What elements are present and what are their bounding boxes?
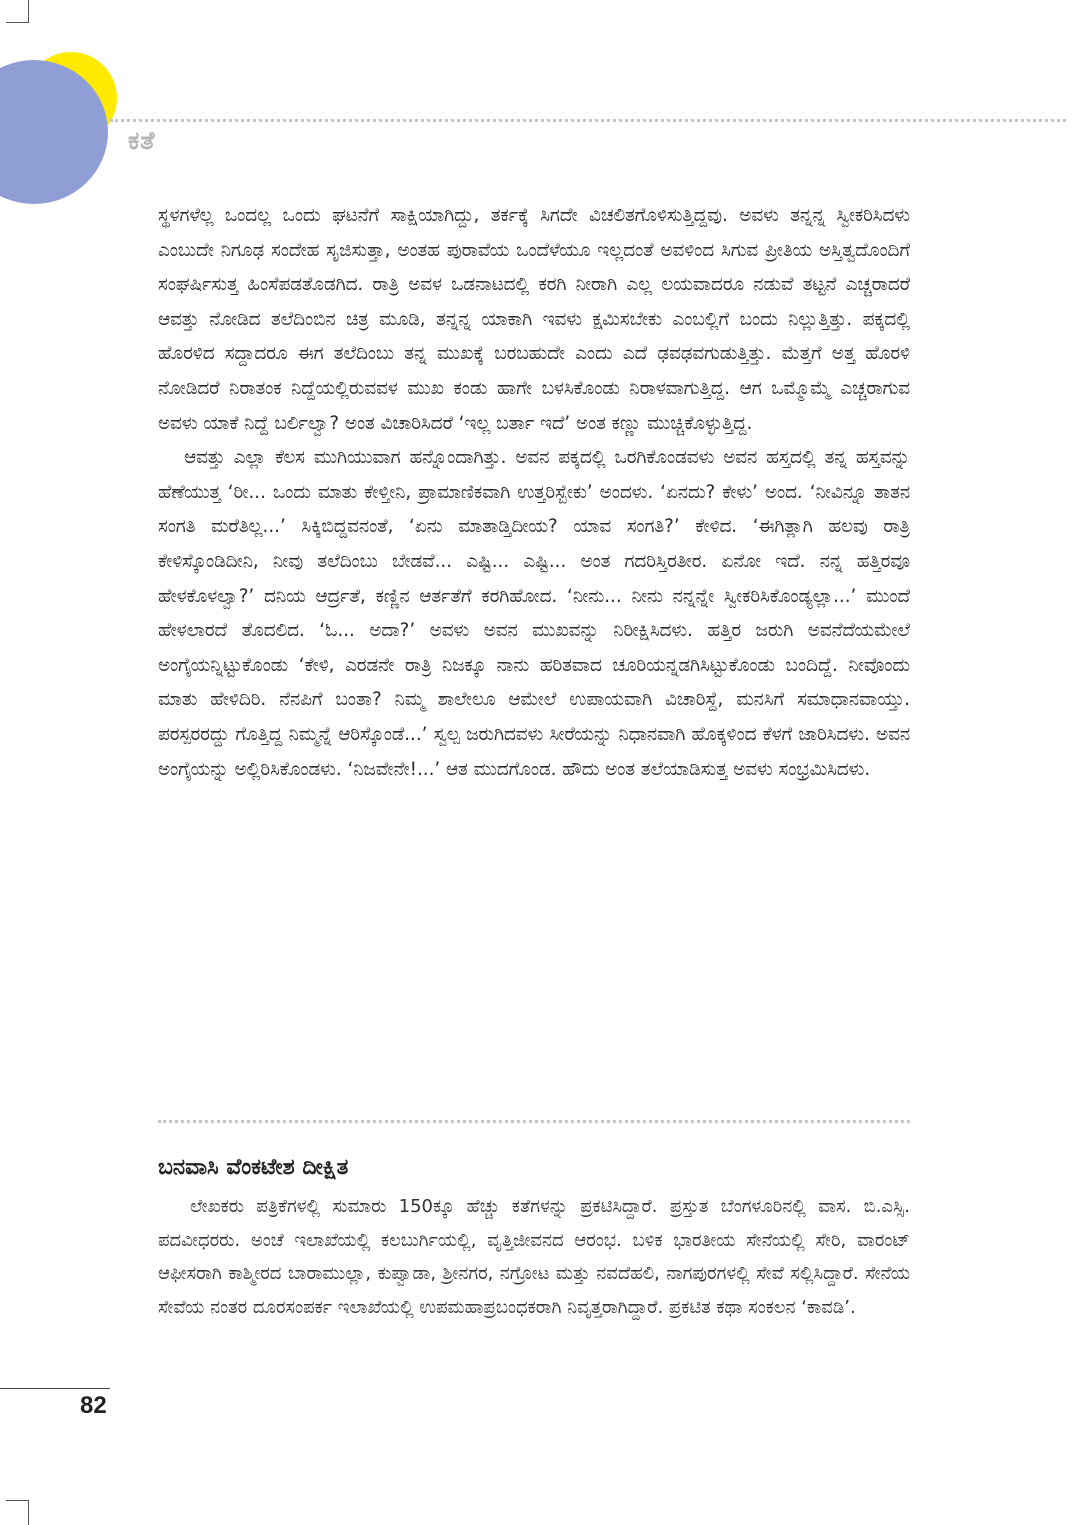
- crop-mark-top-vertical: [28, 0, 29, 22]
- crop-mark-bottom-vertical: [28, 1500, 29, 1525]
- story-paragraph: ಸ್ಥಳಗಳೆಲ್ಲ ಒಂದಲ್ಲ ಒಂದು ಘಟನೆಗೆ ಸಾಕ್ಷಿಯಾಗಿದ್ದು, ತರ್ಕಕ್ಕೆ ಸಿಗದೇ ವಿಚಲಿತಗೊಳಿಸುತ್ತಿದ್ದವು. ಅವಳು ತನ್ನನ್ನ ಸ್ವೀಕರಿಸಿದಳು ಎಂಬುದೇ ನಿಗೂಢ ಸಂದೇಹ ಸೃಜಿಸುತ್ತಾ, ಅಂತಹ ಪುರಾವೆಯ ಒಂದೆಳೆಯೂ ಇಲ್ಲದಂತೆ ಅವಳಿಂದ ಸಿಗುವ ಪ್ರೀತಿಯ ಅಸ್ತಿತ್ವದೊಂದಿಗೆ ಸಂಘರ್ಷಿಸುತ್ತ ಹಿಂಸೆಪಡತೊಡಗಿದ. ರಾತ್ರಿ ಅವಳ ಒಡನಾಟದಲ್ಲಿ ಕರಗಿ ನೀರಾಗಿ ಎಲ್ಲ ಲಯವಾದರೂ ನಡುವೆ ತಟ್ಟನೆ ಎಚ್ಚರಾದರೆ ಆವತ್ತು ನೋಡಿದ ತಲೆದಿಂಬಿನ ಚಿತ್ರ ಮೂಡಿ, ತನ್ನನ್ನ ಯಾಕಾಗಿ ಇವಳು ಕ್ಷಮಿಸಬೇಕು ಎಂಬಲ್ಲಿಗೆ ಬಂದು ನಿಲ್ಲುತ್ತಿತ್ತು. ಪಕ್ಕದಲ್ಲಿ ಹೊರಳಿದ ಸದ್ದಾದರೂ ಈಗ ತಲೆದಿಂಬು ತನ್ನ ಮುಖಕ್ಕೆ ಬರಬಹುದೇ ಎಂದು ಎದೆ ಢವಢವಗುಡುತ್ತಿತ್ತು. ಮೆತ್ತಗೆ ಅತ್ತ ಹೊರಳಿ ನೋಡಿದರೆ ನಿರಾತಂಕ ನಿದ್ದೆಯಲ್ಲಿರುವವಳ ಮುಖ ಕಂಡು ಹಾಗೇ ಬಳಸಿಕೊಂಡು ನಿರಾಳವಾಗುತ್ತಿದ್ದ. ಆಗ ಒಮ್ಮೊಮ್ಮೆ ಎಚ್ಚರಾಗುವ ಅವಳು ಯಾಕೆ ನಿದ್ದೆ ಬರ್ಲಿಲ್ವಾ? ಅಂತ ವಿಚಾರಿಸಿದರೆ ‘ಇಲ್ಲ ಬರ್ತಾ ಇದೆ’ ಅಂತ ಕಣ್ಣು ಮುಚ್ಚಿಕೊಳ್ಳುತ್ತಿದ್ದ.: [158, 205, 910, 434]
- story-body: [158, 199, 910, 787]
- page-number: 82: [80, 1392, 107, 1419]
- story-paragraph: ಆವತ್ತು ಎಲ್ಲಾ ಕೆಲಸ ಮುಗಿಯುವಾಗ ಹನ್ನೊಂದಾಗಿತ್ತು. ಅವನ ಪಕ್ಕದಲ್ಲಿ ಒರಗಿಕೊಂಡವಳು ಅವನ ಹಸ್ತದಲ್ಲಿ ತನ್ನ ಹಸ್ತವನ್ನು ಹೆಣೆಯುತ್ತ ‘ರೀ... ಒಂದು ಮಾತು ಕೇಳ್ತೀನಿ, ಪ್ರಾಮಾಣಿಕವಾಗಿ ಉತ್ತರಿಸ್ಬೇಕು’ ಅಂದಳು. ‘ಏನದು? ಕೇಳು’ ಅಂದ. ‘ನೀವಿನ್ನೂ ತಾತನ ಸಂಗತಿ ಮರೆತಿಲ್ಲ...’ ಸಿಕ್ಕಿಬಿದ್ದವನಂತೆ, ‘ಏನು ಮಾತಾಡ್ತಿದೀಯ? ಯಾವ ಸಂಗತಿ?’ ಕೇಳಿದ. ‘ಈಗಿತ್ಲಾಗಿ ಹಲವು ರಾತ್ರಿ ಕೇಳಿಸ್ಕೊಂಡಿದೀನಿ, ನೀವು ತಲೆದಿಂಬು ಬೇಡವೆ... ಎಷ್ಟಿ... ಎಷ್ಟಿ... ಅಂತ ಗದರಿಸ್ತಿರತೀರ. ಏನೋ ಇದೆ. ನನ್ನ ಹತ್ತಿರವೂ ಹೇಳಕೊಳಲ್ವಾ?’ ದನಿಯ ಆರ್ದ್ರತೆ, ಕಣ್ಣಿನ ಆರ್ತತೆಗೆ ಕರಗಿಹೋದ. ‘ನೀನು... ನೀನು ನನ್ನನ್ನೇ ಸ್ವೀಕರಿಸಿಕೊಂಡ್ಯಲ್ಲಾ...’ ಮುಂದೆ ಹೇಳಲಾರದೆ ತೊದಲಿದ. ‘ಓ... ಅದಾ?’ ಅವಳು ಅವನ ಮುಖವನ್ನು ನಿರೀಕ್ಷಿಸಿದಳು. ಹತ್ತಿರ ಜರುಗಿ ಅವನೆದೆಯಮೇಲೆ ಅಂಗೈಯನ್ನಿಟ್ಟುಕೊಂಡು ‘ಕೇಳಿ, ಎರಡನೇ ರಾತ್ರಿ ನಿಜಕ್ಕೂ ನಾನು ಹರಿತವಾದ ಚೂರಿಯನ್ನಡಗಿಸಿಟ್ಟುಕೊಂಡು ಬಂದಿದ್ದೆ. ನೀವೊಂದು ಮಾತು ಹೇಳಿದಿರಿ. ನೆನಪಿಗೆ ಬಂತಾ? ನಿಮ್ಮ ಶಾಲೇಲೂ ಆಮೇಲೆ ಉಪಾಯವಾಗಿ ವಿಚಾರಿಸ್ದೆ, ಮನಸಿಗೆ ಸಮಾಧಾನವಾಯ್ತು. ಪರಸ್ಪರರದ್ದು ಗೊತ್ತಿದ್ದ ನಿಮ್ಮನ್ನೆ ಆರಿಸ್ಕೊಂಡೆ...’ ಸ್ವಲ್ಪ ಜರುಗಿದವಳು ಸೀರೆಯನ್ನು ನಿಧಾನವಾಗಿ ಹೊಕ್ಕಳಿಂದ ಕೆಳಗೆ ಜಾರಿಸಿದಳು. ಅವನ ಅಂಗೈಯನ್ನು ಅಲ್ಲಿರಿಸಿಕೊಂಡಳು. ‘ನಿಜವೇನೇ!...’ ಆತ ಮುದಗೊಂಡ. ಹೌದು ಅಂತ ತಲೆಯಾಡಿಸುತ್ತ ಅವಳು ಸಂಭ್ರಮಿಸಿದಳು.: [158, 447, 910, 780]
- author-bio-text: ಲೇಖಕರು ಪತ್ರಿಕೆಗಳಲ್ಲಿ ಸುಮಾರು 150ಕ್ಕೂ ಹೆಚ್ಚು ಕತೆಗಳನ್ನು ಪ್ರಕಟಿಸಿದ್ದಾರೆ. ಪ್ರಸ್ತುತ ಬೆಂಗಳೂರಿನಲ್ಲಿ ವಾಸ. ಬಿ.ಎಸ್ಸಿ. ಪದವೀಧರರು. ಅಂಚೆ ಇಲಾಖೆಯಲ್ಲಿ ಕಲಬುರ್ಗಿಯಲ್ಲಿ, ವೃತ್ತಿಜೀವನದ ಆರಂಭ. ಬಳಿಕ ಭಾರತೀಯ ಸೇನೆಯಲ್ಲಿ ಸೇರಿ, ವಾರಂಟ್ ಆಫೀಸರಾಗಿ ಕಾಶ್ಮೀರದ ಬಾರಾಮುಲ್ಲಾ, ಕುಪ್ವಾಡಾ, ಶ್ರೀನಗರ, ನಗ್ರೋಟ ಮತ್ತು ನವದೆಹಲಿ, ನಾಗಪುರಗಳಲ್ಲಿ ಸೇವೆ ಸಲ್ಲಿಸಿದ್ದಾರೆ. ಸೇನೆಯ ಸೇವೆಯ ನಂತರ ದೂರಸಂಪರ್ಕ ಇಲಾಖೆಯಲ್ಲಿ ಉಪಮಹಾಪ್ರಬಂಧಕರಾಗಿ ನಿವೃತ್ತರಾಗಿದ್ದಾರೆ. ಪ್ರಕಟಿತ ಕಥಾ ಸಂಕಲನ ‘ಕಾವಡಿ’.: [158, 1196, 910, 1318]
- dotted-divider-top: [110, 119, 1066, 122]
- author-name: ಬನವಾಸಿ ವೆಂಕಟೇಶ ದೀಕ್ಷಿತ: [158, 1155, 349, 1180]
- author-bio: [158, 1190, 910, 1324]
- page-number-rule: [0, 1388, 110, 1389]
- dotted-divider-author: [158, 1120, 910, 1123]
- decorative-blue-shape: [0, 60, 110, 204]
- section-label: ಕತೆ: [128, 126, 156, 155]
- crop-mark-top-horizontal: [6, 22, 29, 23]
- crop-mark-bottom-horizontal: [6, 1500, 29, 1501]
